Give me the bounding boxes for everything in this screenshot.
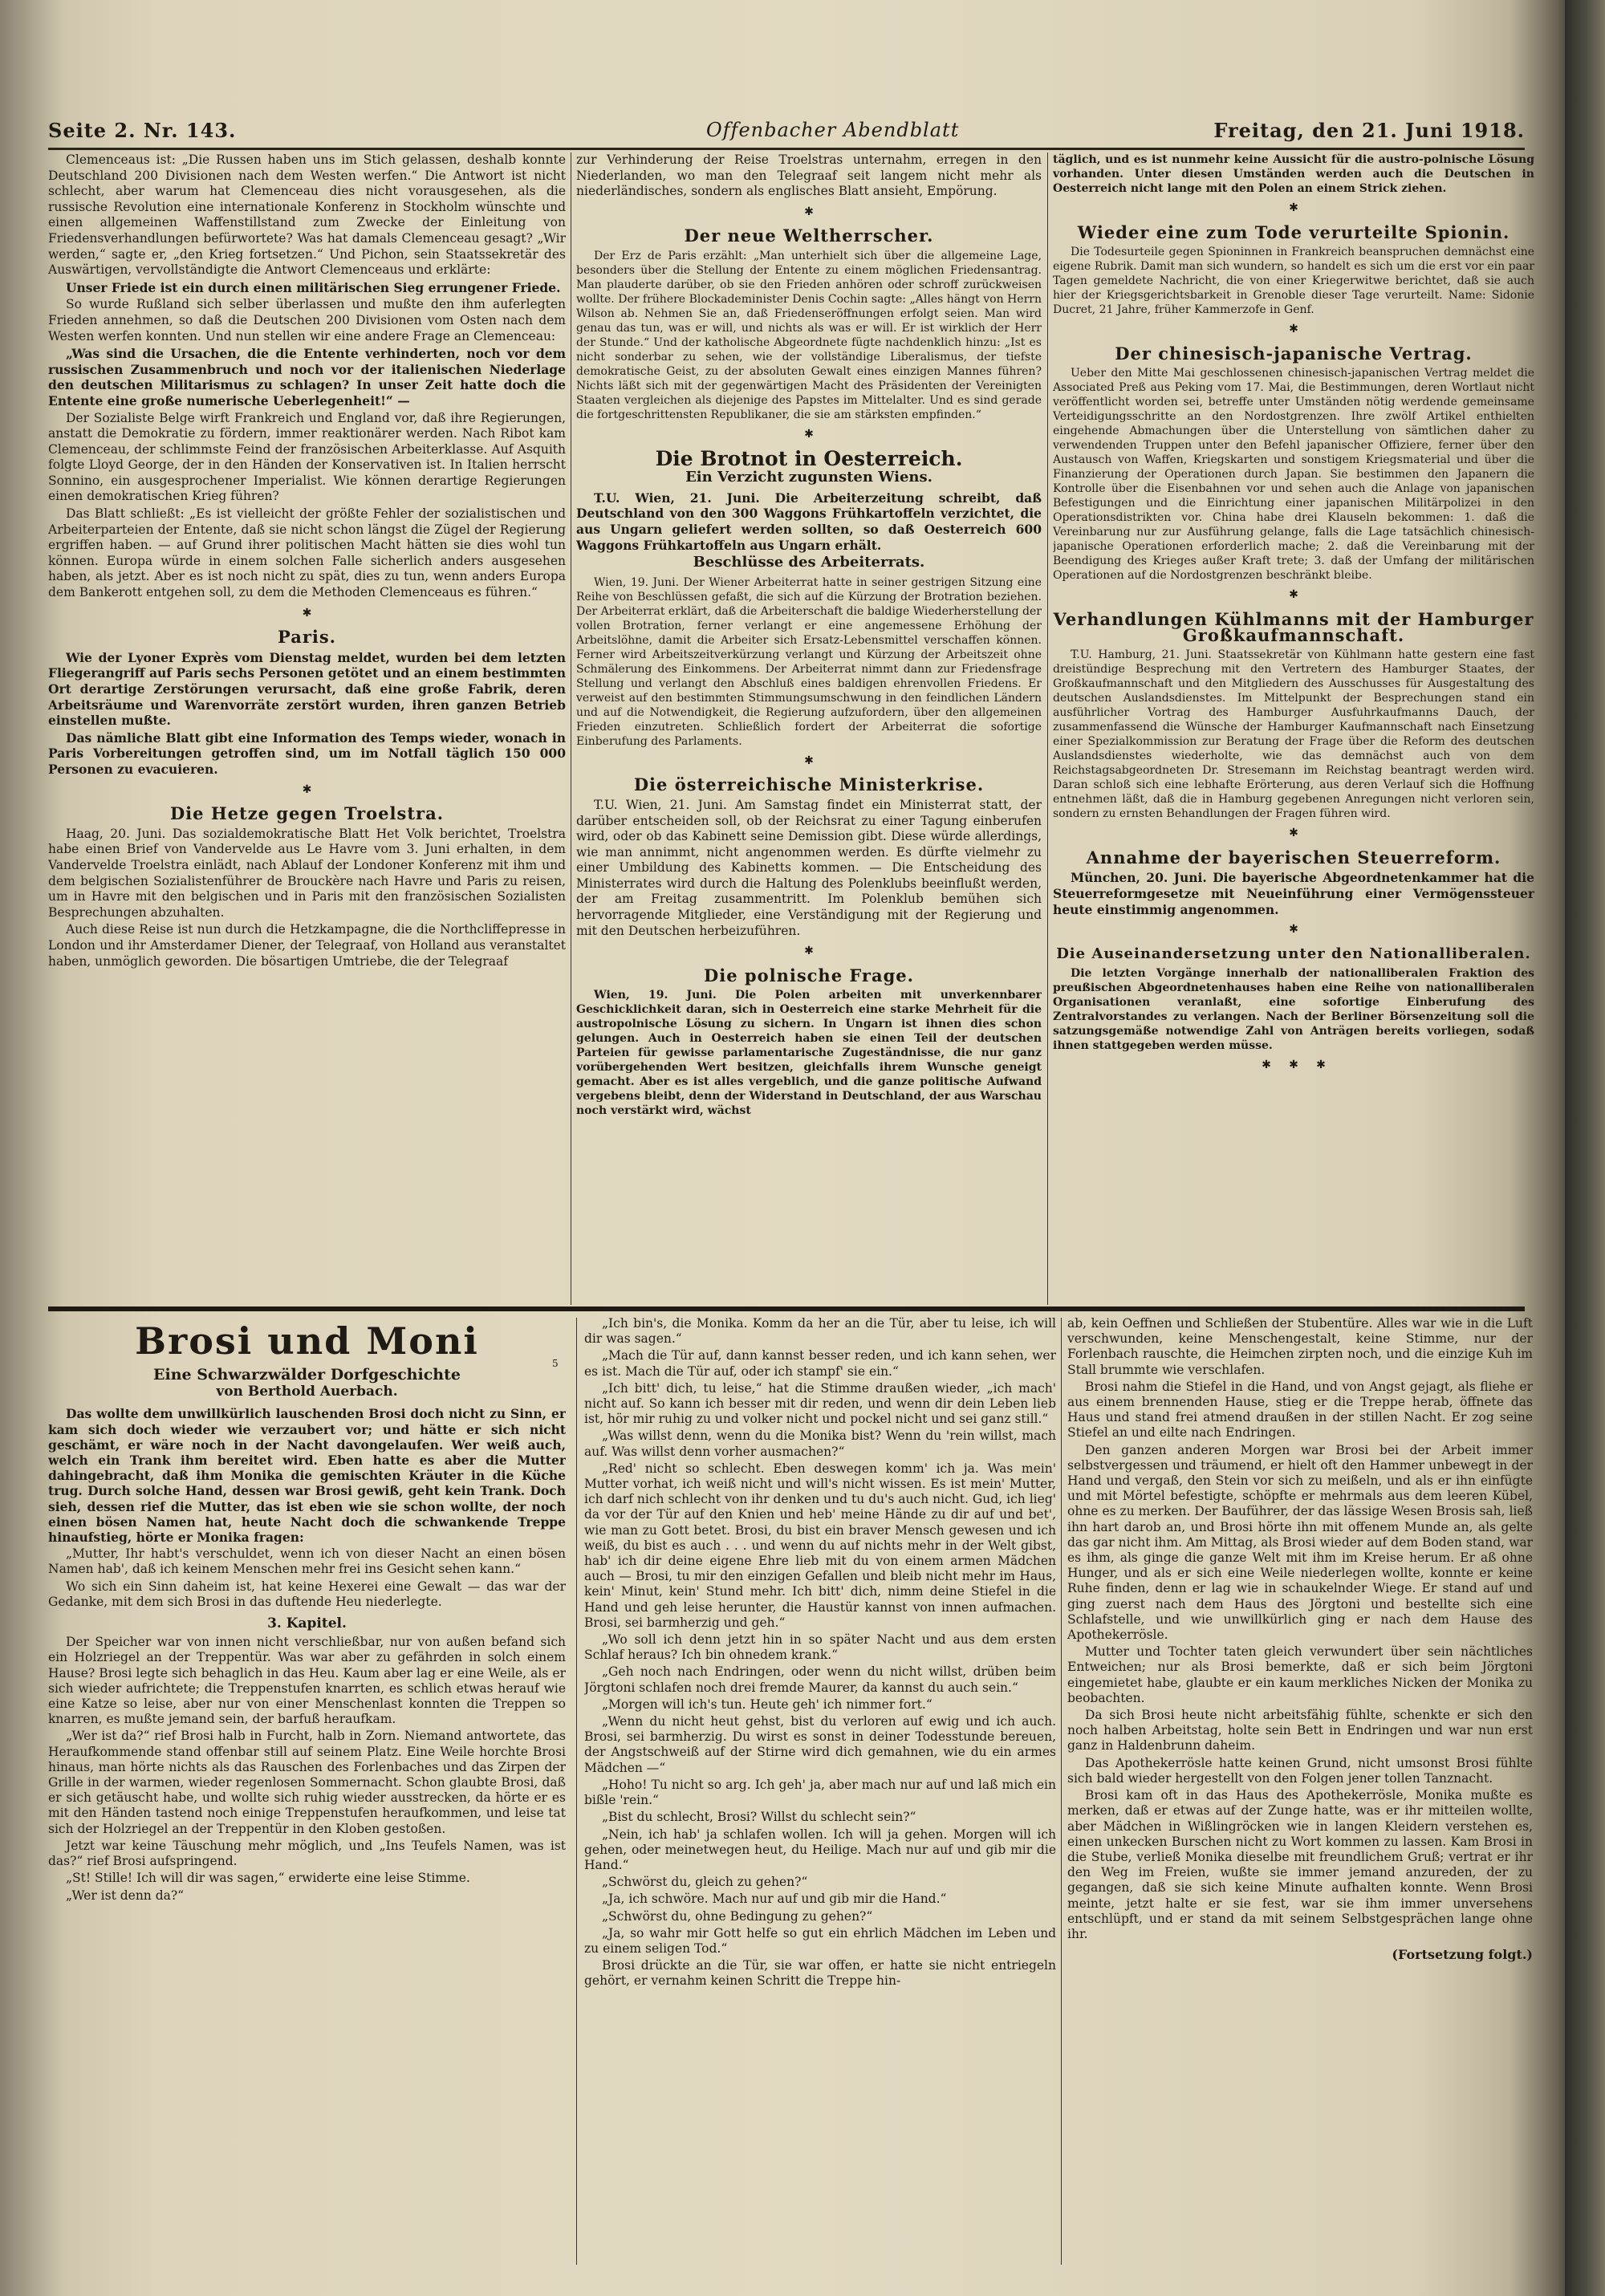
paragraph: So wurde Rußland sich selber überlassen und mußte den ihm auferlegten Frieden annehmen, so daß die Deutschen 200 Divisionen vom Osten nach dem Westen werfen konnten. Und nun stellen wir eine andere Frage an Clemenceau: [48, 297, 566, 343]
paragraph: „Nein, ich hab' ja schlafen wollen. Ich will ja gehen. Morgen will ich gehen, oder meinetwegen heut, du Heilige. Mach nur auf und gib mir die Hand.“ [584, 1827, 1056, 1872]
masthead: Offenbacher Abendblatt [706, 119, 960, 141]
paragraph: Die letzten Vorgänge innerhalb der nationalliberalen Fraktion des preußischen Abgeordnetenhauses haben eine Reihe von nationalliberalen Organisationen veranlaßt, eine sofortige Einberufung des Zentralvorstandes zu verlangen. Nach der Berliner Börsenzeitung soll die satzungsgemäße notwendige Zahl von Anträgen bereits vorliegen, sodaß ihnen stattgegeben werden müsse. [1053, 967, 1534, 1053]
paragraph: Das wollte dem unwillkürlich lauschenden Brosi doch nicht zu Sinn, er kam sich doch wieder wie verzaubert vor; und hätte er sich nicht geschämt, er wäre noch in der Nacht davongelaufen. Wer weiß auch, welch ein Trank ihm bereitet wird. Eben hatte es aber die Mutter dahingebracht, daß ihm Monika die gemischten Kräuter in die Küche trug. Durch solche Hand, dessen war Brosi gewiß, geht kein Trank. Doch sieh, dessen rief die Mutter, das ist eben wie sie schon wollte, der noch einen bösen Namen hat, heute Nacht doch die schwankende Treppe hinaufstieg, hörte er Monika fragen: [48, 1406, 566, 1546]
story-title: Brosi und Moni [135, 1319, 479, 1363]
page-number: Seite 2. Nr. 143. [48, 119, 237, 142]
headline-paris: Paris. [277, 627, 336, 648]
running-header [48, 119, 1525, 146]
paragraph: „Morgen will ich's tun. Heute geh' ich nimmer fort.“ [602, 1697, 933, 1712]
paragraph: Der Sozialiste Belge wirft Frankreich und England vor, daß ihre Regierungen, anstatt die Demokratie zu fördern, immer reaktionärer werden. Nach Ribot kam Clemenceau, der schlimmste Feind der französischen Arbeiterklasse. Auf Asquith folgte Lloyd George, der in den Händen der Konservativen ist. In Italien herrscht Sonnino, ein ausgesprochener Imperialist. Wie können derartige Regierungen einen demokratischen Krieg führen? [48, 410, 566, 504]
book-gutter [1565, 0, 1605, 2296]
paragraph: „Ich bin's, die Monika. Komm da her an die Tür, aber tu leise, ich will dir was sagen.“ [584, 1316, 1056, 1347]
paragraph: „Hoho! Tu nicht so arg. Ich geh' ja, aber mach nur auf und laß mich ein bißle 'rein.“ [584, 1777, 1056, 1808]
paragraph: Der Erz de Paris erzählt: „Man unterhielt sich über die allgemeine Lage, besonders über die Stellung der Entente zu einem möglichen Friedensantrag. Man plauderte darüber, ob sie den Frieden anhören oder schroff zurückweisen wollte. Der frühere Blockademinister Denis Cochin sagte: „Alles hängt von Herrn Wilson ab. Nehmen Sie an, daß Friedenseröffnungen erfolgt seien. Man wird genau das tun, was er will, und nichts als was er will. Er ist wirklich der Herr der Stunde.“ Und der katholische Abgeordnete fügte nachdenklich hinzu: „Ist es nicht sonderbar zu sehen, wie der vollständige Liberalismus, der tiefste demokratische Geist, zu der absoluten Gewalt eines einzigen Mannes führen? Nichts läßt sich mit der gegenwärtigen Macht des Präsidenten der Vereinigten Staaten vergleichen als diejenige des Papstes im Mittelalter. Und es sind gerade die fortgeschrittensten Republikaner, die sie am stärksten empfinden.“ [576, 249, 1042, 421]
paragraph: Auch diese Reise ist nun durch die Hetzkampagne, die die Northcliffepresse in London und ihr Amsterdamer Diener, der Telegraaf, von Holland aus veranstaltet haben, unmöglich geworden. Die bösartigen Umtriebe, die der Telegraaf [48, 922, 566, 969]
column-rule [1061, 1318, 1062, 2265]
separator-star: ✱ [804, 754, 814, 767]
paragraph: Ueber den Mitte Mai geschlossenen chinesisch-japanischen Vertrag meldet die Associated Preß aus Peking vom 17. Mai, die Bestimmungen, deren Wortlaut nicht veröffentlicht worden sei, betreffe unter Umständen nötig werdende gemeinsame Verteidigungsschritte an den Nordostgrenzen. Ihre zwölf Artikel enthielten eingehende Abmachungen über die Unterstellung von sämtlichen daher zu verwendenden Truppen unter den Befehl japanischer Offiziere, ferner über den Austausch von Waffen, Kriegskarten und sonstigem Kriegsmaterial und über die Finanzierung der Operationen durch Japan. Sie bestimmen den Japanern die Kontrolle über die Eisenbahnen vor und sehen auch die Anlage von japanischen Befestigungen und die Einrichtung einer japanischen Militärpolizei in den Operationsdistrikten vor. China habe drei Klauseln bekommen: 1. daß die Vereinbarung nur zur Ausführung gelange, falls die Lage tatsächlich chinesisch-japanische Operationen erforderlich mache; 2. daß die Vereinbarung mit der Beendigung des Krieges außer Kraft trete; 3. daß der Umfang der militärischen Operationen auf die Nordostgrenzen beschränkt bleibe. [1053, 367, 1534, 583]
paragraph: „Geh noch nach Endringen, oder wenn du nicht willst, drüben beim Jörgtoni schlafen noch drei fremde Maurer, da kannst du auch sein.“ [584, 1664, 1056, 1695]
paragraph: T.U. Wien, 21. Juni. Am Samstag findet ein Ministerrat statt, der darüber entscheiden soll, ob der Reichsrat zu einer Tagung einberufen wird, oder ob das Kabinett seine Demission gibt. Diese würde allerdings, wie man annimmt, nicht angenommen werden. Es dürfte vielmehr zu einer Umbildung des Kabinetts kommen. — Die Entscheidung des Ministerrates wird durch die Haltung des Polenklubs beeinflußt werden, der am Freitag zusammentritt. Im Polenklub bemühen sich hervorragende Mitglieder, eine Verständigung mit der Regierung und mit den Deutschen herbeizuführen. [576, 797, 1042, 938]
subheadline: Beschlüsse des Arbeiterrats. [693, 554, 925, 571]
story-author: von Berthold Auerbach. [216, 1384, 398, 1400]
separator-star: ✱ [1289, 827, 1298, 840]
paragraph: Da sich Brosi heute nicht arbeitsfähig fühlte, schenkte er sich den noch halben Arbeitstag, holte sein Bett in Endringen und war nun erst ganz in Haldenbrunn daheim. [1067, 1708, 1533, 1753]
paragraph: „Mutter, Ihr habt's verschuldet, wenn ich von dieser Nacht an einen bösen Namen hab', daß ich keinem Menschen mehr frei ins Gesicht sehen kann.“ [48, 1546, 566, 1577]
paragraph: Brosi kam oft in das Haus des Apothekerrösle, Monika mußte es merken, daß er etwas auf der Zunge hatte, was er ihr mitteilen wollte, aber Mädchen in Wißlingröcken wie in langen Kleidern verstehen es, einen unkecken Burschen nicht zu Wort kommen zu lassen. Kam Brosi in die Stube, verließ Monika dieselbe mit freundlichem Gruß; vertrat er ihr den Weg im Freien, wußte sie immer jemand anzureden, der zu gegangen, daß sie sich keine Minute aufhalten konnte. Wenn Brosi meinte, jetzt halte er sie fest, war sie ihm immer unversehens entschlüpft, und er stand da mit seinem Selbstgesprächen lange ohne ihr. [1067, 1788, 1533, 1941]
feuilleton-rule [48, 1306, 1525, 1311]
paragraph: Unser Friede ist ein durch einen militärischen Sieg errungener Friede. [66, 279, 561, 295]
separator-star: ✱ [804, 205, 814, 218]
chapter-heading: 3. Kapitel. [267, 1615, 347, 1632]
headline-troelstra: Die Hetze gegen Troelstra. [169, 803, 445, 824]
paragraph: Brosi drückte an die Tür, sie war offen, er hatte sie nicht entriegeln gehört, er vernahm keinen Schritt die Treppe hin- [584, 1958, 1056, 1989]
footnote-mark: 5 [552, 1358, 559, 1369]
paragraph: „Wer ist da?“ rief Brosi halb in Furcht, halb in Zorn. Niemand antwortete, das Heraufkommende stand offenbar still auf seinem Platz. Eine Weile horchte Brosi hinaus, man hörte nichts als das Rauschen des Forlenbaches und das Zirpen der Grille in der warmen, wieder regenlosen Sommernacht. Schon glaubte Brosi, daß er sich getäuscht habe, und wollte sich ruhig wieder ausstrecken, da hörte er es mit den Händen tastend noch einige Treppenstufen heraufkommen, und leise tat sich der Holzriegel an der Treppentür in den Kloben gestoßen. [48, 1729, 566, 1836]
column-rule [576, 1318, 577, 2265]
paragraph: „Ich bitt' dich, tu leise,“ hat die Stimme draußen wieder, „ich mach' nicht auf. So kann ich besser mit dir reden, und wenn dir dein Leben lieb ist, hör mir ruhig zu und volker nicht und pockel nicht und sei ganz still.“ [584, 1380, 1056, 1427]
paragraph: Haag, 20. Juni. Das sozialdemokratische Blatt Het Volk berichtet, Troelstra habe einen Brief von Vandervelde aus Le Havre vom 3. Juni erhalten, in dem Vandervelde Troelstra einlädt, nach Ablauf der Londoner Konferenz mit ihm und dem belgischen Sozialistenführer de Brouckère nach Havre und Paris zu reisen, um in Havre mit den belgischen und in Paris mit den französischen Sozialisten Besprechungen abzuhalten. [48, 826, 566, 920]
article-column-3 [1053, 152, 1534, 1302]
paragraph: „Schwörst du, ohne Bedingung zu gehen?“ [602, 1908, 873, 1924]
article-column-1 [48, 152, 566, 1302]
paragraph: Wien, 19. Juni. Die Polen arbeiten mit unverkennbarer Geschicklichkeit daran, sich in Oesterreich eine starke Mehrheit für die austropolnische Lösung zu sichern. In Ungarn ist ihnen dies schon gelungen. Auch in Oesterreich haben sie einen Teil der deutschen Parteien für gewisse parlamentarische Zugeständnisse, die nur ganz vorübergehenden Wert besitzen, gleichfalls ihrem Wunsche geneigt gemacht. Aber es ist alles vergeblich, und die ganze politische Aufwand vergebens bleibt, denn der Widerstand in Deutschland, der aus Warschau noch verstärkt wird, wächst [576, 989, 1042, 1118]
paragraph: Clemenceaus ist: „Die Russen haben uns im Stich gelassen, deshalb konnte Deutschland 200 Divisionen nach dem Westen werfen.“ Die Antwort ist nicht schlecht, aber warum hat Clemenceau dies nicht vorausgesehen, als die russische Revolution eine internationale Konferenz in Stockholm wünschte und einen allgemeinen Waffenstillstand zum Zwecke der Einleitung von Friedensverhandlungen befürwortete? Was hat damals Clemenceau gesagt? „Wir werden,“ sagte er, „den Krieg fortsetzen.“ Und Pichon, sein Staatssekretär des Auswärtigen, vervollständigte die Antwort Clemenceaus und erklärte: [48, 152, 566, 278]
column-rule [1047, 152, 1048, 1305]
paragraph: „Was willst denn, wenn du die Monika bist? Wenn du 'rein willst, mach auf. Was willst denn vorher ausmachen?“ [584, 1428, 1056, 1459]
paragraph: „St! Stille! Ich will dir was sagen,“ erwiderte eine leise Stimme. [66, 1871, 470, 1886]
separator-star: ✱ [1289, 588, 1298, 602]
paragraph: Wie der Lyoner Exprès vom Dienstag meldet, wurden bei dem letzten Fliegerangriff auf Paris sechs Personen getötet und an einem bestimmten Ort derartige Zerstörungen verursacht, daß eine große Fabrik, deren Arbeitsräume und Warenvorräte zerstört wurden, ihren ganzen Betrieb einstellen mußte. [48, 649, 566, 729]
separator-star: ✱ [302, 606, 312, 620]
feuilleton-column-3 [1067, 1316, 1533, 2263]
paragraph: „Wer ist denn da?“ [66, 1888, 185, 1903]
separator-star: ✱ [1289, 201, 1298, 214]
continuation-note: (Fortsetzung folgt.) [1392, 1947, 1533, 1963]
subheadline: Ein Verzicht zugunsten Wiens. [685, 469, 933, 486]
separator-star: ✱ [302, 782, 312, 796]
paragraph: München, 20. Juni. Die bayerische Abgeordnetenkammer hat die Steuerreformgesetze mit Neueinführung einer Vermögenssteuer heute einstimmig angenommen. [1053, 870, 1534, 917]
paragraph: „Mach die Tür auf, dann kannst besser reden, und ich kann sehen, wer es ist. Mach die Tür auf, oder ich stampf' sie ein.“ [584, 1348, 1056, 1379]
story-subtitle: Eine Schwarzwälder Dorfgeschichte [153, 1366, 461, 1384]
feuilleton-column-2 [584, 1316, 1056, 2263]
headline-steuerreform: Annahme der bayerischen Steuerreform. [1086, 847, 1501, 868]
paragraph: „Bist du schlecht, Brosi? Willst du schlecht sein?“ [602, 1810, 916, 1825]
article-column-2 [576, 152, 1042, 1302]
headline-brotnot: Die Brotnot in Oesterreich. [655, 446, 963, 470]
paragraph: T.U. Hamburg, 21. Juni. Staatssekretär von Kühlmann hatte gestern eine fast dreistündige Besprechung mit den Vertretern des Hamburger Staates, der Großkaufmannschaft und den Mitgliedern des Ausschusses für Ausgestaltung des deutschen Auslandsdienstes. Im Mittelpunkt der Besprechungen stand ein ausführlicher Vortrag des Hamburger Ausfuhrkaufmanns Dauch, der zusammenfassend die Wünsche der Hamburger Kaufmannschaft nach Einsetzung einer Spezialkommission zur Beratung der Frage über die Reform des deutschen Auslandsdienstes wiederholte, wie das demnächst auch von dem Reichstagsabgeordneten Dr. Stresemann im Reichstag beantragt werden wird. Daran schloß sich eine lebhafte Erörterung, aus deren Verlauf sich die Hoffnung entnehmen läßt, daß die in Hamburg gegebenen Anregungen nicht verloren sein, sondern zu ernsten Behandlungen der Fragen führen wird. [1053, 648, 1534, 821]
headline-ministerkrise: Die österreichische Ministerkrise. [633, 774, 985, 795]
separator-star: ✱ ✱ ✱ [1262, 1059, 1326, 1072]
headline-polnische-frage: Die polnische Frage. [704, 965, 914, 985]
separator-star: ✱ [1289, 323, 1298, 336]
paragraph: Den ganzen anderen Morgen war Brosi bei der Arbeit immer selbstvergessen und träumend, er hielt oft den Hammer unbewegt in der Hand und vergaß, den Stein vor sich zu meißeln, und als er ihn einfügte und mit Mörtel befestigte, schöpfte er mehrmals aus dem leeren Kübel, ohne es zu merken. Der Bauführer, der das lässige Wesen Brosis sah, ließ ihn hart darob an, und Brosi hörte ihn mit offenem Munde an, als gelte das gar nicht ihm. Am Mittag, als Brosi wieder auf dem Boden stand, war es ihm, als ginge die ganze Welt mit ihm im Kreise herum. Er aß ohne Hunger, und als er sich eine Weile niederlegen wollte, konnte er keine Ruhe finden, denn er lag wie in schaukelnder Wiege. Er stand auf und ging zuerst nach dem Haus des Jörgtoni und bestellte sich eine Schlafstelle, und wie unwillkürlich ging er nach dem Hause des Apothekerrösle. [1067, 1442, 1533, 1643]
paragraph: Wo sich ein Sinn daheim ist, hat keine Hexerei eine Gewalt — das war der Gedanke, mit dem sich Brosi in das duftende Heu niederlegte. [48, 1579, 566, 1609]
separator-star: ✱ [804, 945, 814, 958]
paragraph: Jetzt war keine Täuschung mehr möglich, und „Ins Teufels Namen, was ist das?“ rief Brosi aufspringend. [48, 1838, 566, 1869]
paragraph: „Was sind die Ursachen, die die Entente verhinderten, noch vor dem russischen Zusammenbruch und noch vor der italienischen Niederlage den deutschen Militarismus zu schlagen? In unser Zeit hatte doch die Entente eine große numerische Ueberlegenheit!“ — [48, 346, 566, 408]
separator-star: ✱ [804, 427, 814, 441]
paragraph: „Schwörst du, gleich zu gehen?“ [602, 1875, 808, 1890]
headline-weltherrscher: Der neue Weltherrscher. [684, 226, 934, 246]
paragraph: Wien, 19. Juni. Der Wiener Arbeiterrat hatte in seiner gestrigen Sitzung eine Reihe von Beschlüssen gefaßt, die sich auf die Kürzung der Brotration beziehen. Der Arbeiterrat erklärt, daß die Arbeiterschaft die baldige Wiederherstellung der vollen Brotration, ferner verlangt er eine angemessene Erhöhung der Arbeitslöhne, damit die Arbeiter sich Ersatz-Lebensmittel verschaffen können. Ferner wird Arbeitszeitverkürzung verlangt und Kürzung der Arbeitszeit ohne Schmälerung des Einkommens. Der Arbeiterrat nimmt dann zur Friedensfrage Stellung und verlangt den Abschluß eines baldigen ehrenvollen Friedens. Er verweist auf den bestimmten Stimmungsumschwung in den feindlichen Ländern und auf die Notwendigkeit, die Regierung aufzufordern, über den allgemeinen Frieden einzutreten. Schließlich fordert der Arbeiterrat die sofortige Einberufung des Parlaments. [576, 575, 1042, 748]
paragraph: Mutter und Tochter taten gleich verwundert über sein nächtliches Entweichen; nur als Brosi bemerkte, daß er sich beim Jörgtoni eingemietet habe, glaubte er ein kaum merkliches Nicken der Monika zu beobachten. [1067, 1644, 1533, 1705]
paragraph: Das nämliche Blatt gibt eine Information des Temps wieder, wonach in Paris Vorbereitungen getroffen sind, um im Notfall täglich 150 000 Personen zu evacuieren. [48, 729, 566, 777]
paragraph: Die Todesurteile gegen Spioninnen in Frankreich beanspruchen demnächst eine eigene Rubrik. Damit man sich wundern, so handelt es sich um die erst vor ein paar Tagen gemeldete Nachricht, die von einer Kriegerwitwe berichtet, daß sie auch hier der Kriegsgerichtsbarkeit in Grenoble dieser Tage verurteilt. Name: Sidonie Ducret, 21 Jahre, früher Kammerzofe in Genf. [1053, 246, 1534, 317]
paragraph: „Wo soll ich denn jetzt hin in so später Nacht und aus dem ersten Schlaf heraus? Ich bin ohnedem krank.“ [584, 1632, 1056, 1663]
paragraph: täglich, und es ist nunmehr keine Aussicht für die austro-polnische Lösung vorhanden. Unter diesen Umständen werden auch die Deutschen in Oesterreich nicht lange mit den Polen an einem Strick ziehen. [1053, 153, 1534, 195]
headline-spionin: Wieder eine zum Tode verurteilte Spionin. [1077, 221, 1510, 242]
paragraph: Der Speicher war von innen nicht verschließbar, nur von außen befand sich ein Holzriegel an der Treppentür. Was war aber zu gefährden in solch einem Hause? Brosi legte sich behaglich in das Heu. Kaum aber lag er eine Weile, als er sich wieder aufrichtete; die Treppenstufen knarrten, es schlich etwas herauf wie eine Katze so leise, aber nur von einer Menschenlast konnten die Treppen so knarren, es mußte jemand sein, der barfuß heraufkam. [48, 1635, 566, 1727]
paragraph: ab, kein Oeffnen und Schließen der Stubentüre. Alles war wie in die Luft verschwunden, keine Menschengestalt, keine Stimme, nur der Forlenbach rauschte, die Heimchen zirpten noch, und die einzige Kuh im Stall brummte wie verschlafen. [1067, 1316, 1533, 1377]
paragraph: Das Apothekerrösle hatte keinen Grund, nicht umsonst Brosi fühlte sich bald wieder hergestellt von den Folgen jener tollen Tanznacht. [1067, 1755, 1533, 1786]
headline-kuehlmann: Verhandlungen Kühlmanns mit der Hamburger Großkaufmannschaft. [1053, 608, 1534, 645]
header-rule [48, 148, 1525, 150]
paragraph: Das Blatt schließt: „Es ist vielleicht der größte Fehler der sozialistischen und Arbeiterparteien der Entente, daß sie nicht schon längst die Zügel der Regierung ergriffen haben. — auf Grund ihrer politischen Macht hätten sie dies wohl tun können. Europa würde in einem solchen Falle sicherlich anders ausgesehen haben, als jetzt. Aber es ist noch nicht zu spät, dies zu tun, wenn anders Europa dem Bankerott entgehen soll, zu dem die Methoden Clemenceaus es führen.“ [48, 506, 566, 600]
headline-nationalliberale: Die Auseinandersetzung unter den Nationalliberalen. [1056, 945, 1531, 962]
paragraph: zur Verhinderung der Reise Troelstras unternahm, erregen in den Niederlanden, wo man den Telegraaf seit langem nicht mehr als niederländisches, sondern als englisches Blatt ansieht, Empörung. [576, 152, 1042, 199]
separator-star: ✱ [1289, 923, 1298, 937]
headline-vertrag: Der chinesisch-japanische Vertrag. [1115, 343, 1473, 364]
paragraph: „Ja, so wahr mir Gott helfe so gut ein ehrlich Mädchen im Leben und zu einem seligen Tod.“ [584, 1925, 1056, 1956]
paragraph: T.U. Wien, 21. Juni. Die Arbeiterzeitung schreibt, daß Deutschland von den 300 Waggons Frühkartoffeln verzichtet, die aus Ungarn geliefert werden sollten, so daß Oesterreich 600 Waggons Frühkartoffeln aus Ungarn erhält. [576, 490, 1042, 553]
paragraph: „Red' nicht so schlecht. Eben deswegen komm' ich ja. Was mein' Mutter vorhat, ich weiß nicht und will's nicht wissen. Es ist mein' Mutter, ich darf nich schlecht von ihr denken und tu du's auch nicht. Gud, ich lieg' da vor der Tür auf den Knien und heb' meine Hände zu dir auf und bet', wie man zu Gott betet. Brosi, du bist ein braver Mensch gewesen und ich weiß, du bist es auch . . . und wenn du auf nichts mehr in der Welt gibst, hab' ich dir deine eigene Ehre lieb mit du von einem armen Mädchen auch — Brosi, tu mir den einzigen Gefallen und bleib nicht mehr im Haus, kein' Minut, kein' Stund mehr. Ich bitt' dich, nimm deine Stiefel in die Hand und geh leise herunter, die Haustür kannst von innen aufmachen. Brosi, sei barmherzig und geh.“ [584, 1461, 1056, 1630]
issue-date: Freitag, den 21. Juni 1918. [1213, 119, 1525, 142]
feuilleton-column-1 [48, 1316, 566, 2263]
paragraph: Brosi nahm die Stiefel in die Hand, und von Angst gejagt, als fliehe er aus einem brennenden Hause, stieg er die Treppe herab, öffnete das Haus und stand frei atmend draußen in der stillen Nacht. Er zog seine Stiefel an und eilte nach Endringen. [1067, 1379, 1533, 1441]
paragraph: „Wenn du nicht heut gehst, bist du verloren auf ewig und ich auch. Brosi, sei barmherzig. Du wirst es sonst in deiner Todesstunde bereuen, der Angstschweiß auf der Stirne wird dich gemahnen, wie du ein armes Mädchen —“ [584, 1714, 1056, 1775]
paragraph: „Ja, ich schwöre. Mach nur auf und gib mir die Hand.“ [602, 1892, 947, 1907]
